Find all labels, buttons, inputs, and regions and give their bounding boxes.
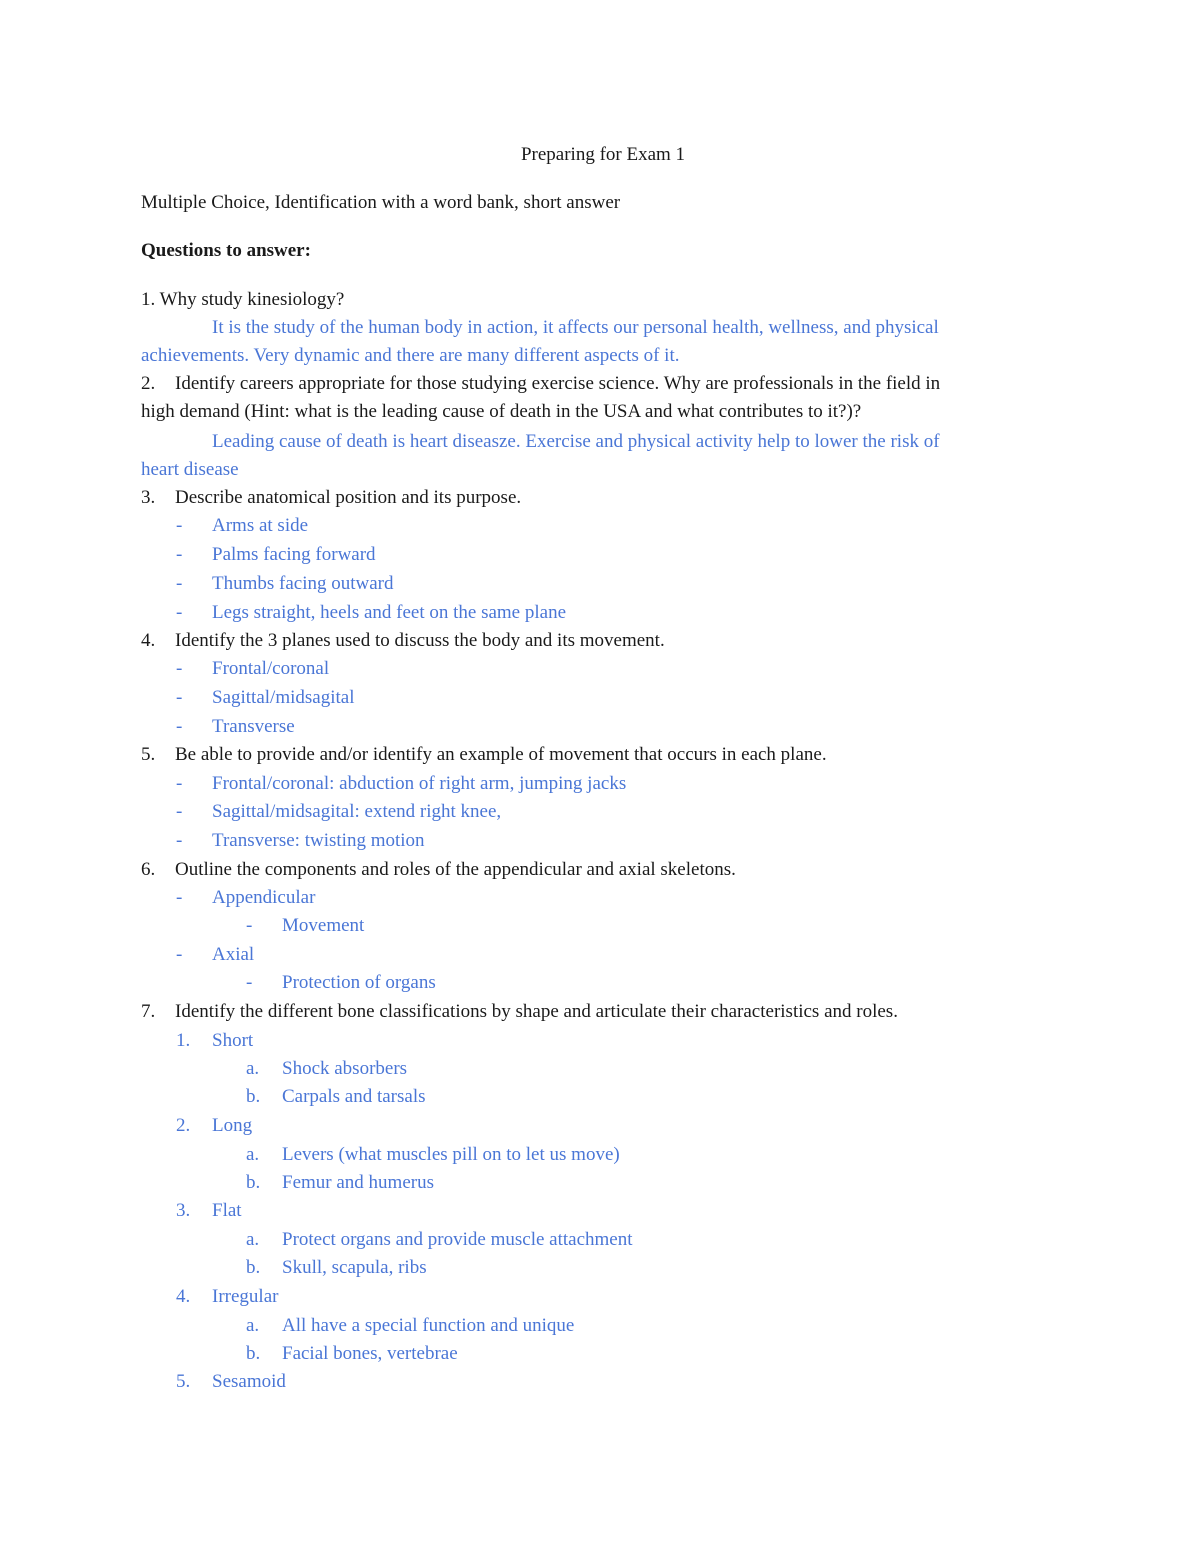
answer-2-line-1: Leading cause of death is heart diseasze. Exercise and physical activity help to lower the risk of [212,431,940,452]
question-6 [141,858,1050,882]
question-number: 7. [141,1001,156,1022]
list-letter: b. [246,1086,261,1107]
bullet-dash: - [246,915,253,936]
bullet-dash: - [176,515,183,536]
question-5 [141,743,1050,767]
question-2 [141,372,1050,396]
question-number: 4. [141,630,156,651]
list-number: 2. [176,1115,191,1136]
list-letter: b. [246,1172,261,1193]
bullet-dash: - [176,573,183,594]
question-3 [141,486,1050,510]
bullet-dash: - [176,944,183,965]
bullet-dash: - [246,972,253,993]
bullet-dash: - [176,887,183,908]
answer-2-line-2: heart disease [141,459,239,480]
question-5-text: Be able to provide and/or identify an example of movement that occurs in each plane. [175,744,827,765]
question-number: 6. [141,859,156,880]
list-letter: a. [246,1315,260,1336]
answer-1-line-2: achievements. Very dynamic and there are many different aspects of it. [141,345,680,366]
list-letter: b. [246,1257,261,1278]
bullet-dash: - [176,773,183,794]
bullet-dash: - [176,801,183,822]
question-4-text: Identify the 3 planes used to discuss the body and its movement. [175,630,665,651]
bullet-dash: - [176,658,183,679]
section-heading: Questions to answer: [141,240,311,261]
list-letter: a. [246,1058,260,1079]
answer-1-line-1: It is the study of the human body in action, it affects our personal health, wellness, and physical [212,317,939,338]
question-2-line-2: high demand (Hint: what is the leading cause of death in the USA and what contributes to it?)? [141,401,862,422]
question-7 [141,1000,1050,1024]
list-letter: b. [246,1343,261,1364]
bullet-dash: - [176,687,183,708]
page-title: Preparing for Exam 1 [520,144,686,165]
bullet-dash: - [176,830,183,851]
list-number: 5. [176,1371,191,1392]
list-number: 3. [176,1200,191,1221]
question-number: 2. [141,373,156,394]
question-number: 3. [141,487,156,508]
bullet-dash: - [176,602,183,623]
bullet-dash: - [176,544,183,565]
question-6-text: Outline the components and roles of the appendicular and axial skeletons. [175,859,736,880]
document-page: Preparing for Exam 1 Multiple Choice, Identification with a word bank, short answer Questions to answer: 1. Why study kinesiology? It is the study of the human body in action, it affects our personal health, wellness, and physical achievements. Very dynamic and there are many different aspects of it. 2. Identify careers appropriate for those studying exercise science. Why are professionals in the field in high demand (Hint: what is the leading cause of death in the USA and what contributes to it?)? Leading cause of death is heart diseasze. Exercise and physical activity help to lower the risk of heart disease 3. Describe anatomical position and its purpose. - Arms at side - Palms facing forward - Thumbs facing outward - Legs straight, heels and feet on the same plane 4. Identify the 3 planes used to discuss the body and its movement. - Frontal/coronal - Sagittal/midsagital - Transverse 5. Be able to provide and/or identify an example of movement that occurs in each plane. - Frontal/coronal: abduction of right arm, jumping jacks - Sagittal/midsagital: extend right knee, - Transverse: twisting motion 6. Outline the components and roles of the appendicular and axial skeletons. - Appendicular - Movement - Axial - Protection of organs 7. Identify the different bone classifications by shape and articulate their characteristics and roles. 1. Short a. Shock absorbers b. Carpals and tarsals 2. Long a. Levers (what muscles pill on to let us move) b. Femur and humerus 3. Flat a. Protect organs and provide muscle attachment b. Skull, scapula, ribs 4. Irregular a. All have a special function and unique b. Facial bones, vertebrae 5. Sesamoid [0,0,1200,1553]
question-number: 5. [141,744,156,765]
list-letter: a. [246,1144,260,1165]
question-1: 1. Why study kinesiology? [141,289,345,310]
list-number: 4. [176,1286,191,1307]
list-letter: a. [246,1229,260,1250]
list-number: 1. [176,1030,191,1051]
question-7-text: Identify the different bone classifications by shape and articulate their characteristics and roles. [175,1001,898,1022]
question-4 [141,629,1050,653]
question-3-text: Describe anatomical position and its purpose. [175,487,522,508]
exam-format: Multiple Choice, Identification with a word bank, short answer [141,192,621,213]
question-2-line-1: Identify careers appropriate for those studying exercise science. Why are professionals in the field in [175,373,941,394]
bullet-dash: - [176,716,183,737]
